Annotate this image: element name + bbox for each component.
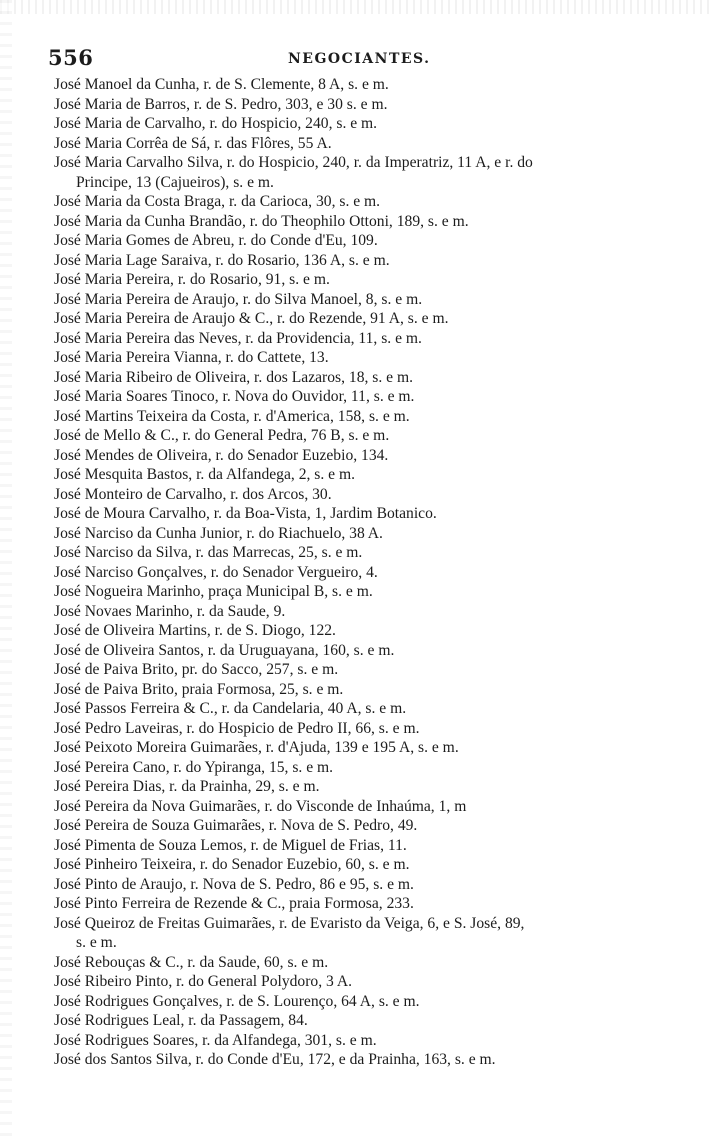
entry-line: José Maria Pereira, r. do Rosario, 91, s. e m. — [54, 271, 330, 288]
merchant-entry — [54, 426, 704, 446]
merchant-entry — [54, 1011, 704, 1031]
entry-line: José de Paiva Brito, pr. do Sacco, 257, s. e m. — [54, 661, 339, 678]
merchant-entry — [54, 387, 704, 407]
merchant-entry — [54, 777, 704, 797]
entry-line: José Ribeiro Pinto, r. do General Polydoro, 3 A. — [54, 973, 352, 990]
merchant-entry — [54, 485, 704, 505]
merchant-entry — [54, 368, 704, 388]
entry-line: José Martins Teixeira da Costa, r. d'America, 158, s. e m. — [54, 407, 410, 425]
merchant-entry — [54, 1050, 704, 1070]
merchant-entry — [54, 719, 704, 739]
entry-line: José Maria Pereira de Araujo & C., r. do Rezende, 91 A, s. e m. — [54, 310, 449, 327]
entry-line: José Maria Gomes de Abreu, r. do Conde d'Eu, 109. — [54, 232, 378, 249]
merchant-entry — [54, 972, 704, 992]
entry-line: José Maria da Cunha Brandão, r. do Theophilo Ottoni, 189, s. e m. — [54, 212, 469, 230]
merchant-entry — [54, 134, 704, 154]
entry-line: José Maria de Barros, r. de S. Pedro, 303, e 30 s. e m. — [54, 95, 388, 113]
merchant-entry — [54, 212, 704, 232]
page-number: 556 — [48, 45, 94, 70]
merchant-entry — [54, 738, 704, 758]
entry-line: José Pereira da Nova Guimarães, r. do Visconde de Inhaúma, 1, m — [54, 797, 467, 815]
entry-line: José de Oliveira Martins, r. de S. Diogo, 122. — [54, 622, 336, 639]
entry-line: José Manoel da Cunha, r. de S. Clemente, 8 A, s. e m. — [54, 76, 389, 93]
entry-line: José Nogueira Marinho, praça Municipal B, s. e m. — [54, 583, 373, 600]
entry-line: José Maria Lage Saraiva, r. do Rosario, 136 A, s. e m. — [54, 251, 390, 269]
entry-line: José Novaes Marinho, r. da Saude, 9. — [54, 602, 286, 620]
merchant-entry — [54, 504, 704, 524]
entry-line: José Pereira Cano, r. do Ypiranga, 15, s. e m. — [54, 758, 334, 776]
merchant-entry — [54, 290, 704, 310]
entry-line: José de Mello & C., r. do General Pedra, 76 B, s. e m. — [54, 427, 390, 444]
merchant-list — [54, 75, 704, 1070]
merchant-entry — [54, 602, 704, 622]
entry-line: José Rodrigues Soares, r. da Alfandega, 301, s. e m. — [54, 1031, 377, 1049]
scan-edge-left — [0, 0, 12, 1140]
entry-line: José de Paiva Brito, praia Formosa, 25, s. e m. — [54, 680, 344, 698]
merchant-entry — [54, 953, 704, 973]
merchant-entry — [54, 270, 704, 290]
entry-line: José Monteiro de Carvalho, r. dos Arcos, 30. — [54, 485, 332, 503]
entry-line: José Rodrigues Gonçalves, r. de S. Lourenço, 64 A, s. e m. — [54, 992, 420, 1010]
entry-line: José de Moura Carvalho, r. da Boa-Vista, 1, Jardim Botanico. — [54, 505, 437, 522]
entry-line: José Pinheiro Teixeira, r. do Senador Euzebio, 60, s. e m. — [54, 856, 410, 873]
merchant-entry — [54, 914, 704, 953]
entry-line: José Peixoto Moreira Guimarães, r. d'Ajuda, 139 e 195 A, s. e m. — [54, 739, 459, 756]
entry-line: José Pinto de Araujo, r. Nova de S. Pedro, 86 e 95, s. e m. — [54, 875, 414, 893]
merchant-entry — [54, 192, 704, 212]
entry-line: José Maria da Costa Braga, r. da Carioca, 30, s. e m. — [54, 193, 381, 210]
entry-line: José Maria Soares Tinoco, r. Nova do Ouvidor, 11, s. e m. — [54, 388, 415, 405]
running-title: NEGOCIANTES. — [288, 51, 431, 67]
merchant-entry — [54, 797, 704, 817]
entry-line: José Mesquita Bastos, r. da Alfandega, 2, s. e m. — [54, 466, 356, 483]
entry-line: José Mendes de Oliveira, r. do Senador Euzebio, 134. — [54, 446, 389, 464]
merchant-entry — [54, 114, 704, 134]
merchant-entry — [54, 1031, 704, 1051]
merchant-entry — [54, 153, 704, 192]
entry-line: José Maria Corrêa de Sá, r. das Flôres, 55 A. — [54, 134, 332, 152]
entry-line: José Pinto Ferreira de Rezende & C., praia Formosa, 233. — [54, 895, 414, 912]
merchant-entry — [54, 875, 704, 895]
entry-line: José Maria de Carvalho, r. do Hospicio, 240, s. e m. — [54, 115, 378, 132]
entry-line: José de Oliveira Santos, r. da Uruguayana, 160, s. e m. — [54, 641, 395, 659]
merchant-entry — [54, 894, 704, 914]
merchant-entry — [54, 95, 704, 115]
merchant-entry — [54, 816, 704, 836]
entry-line: José Maria Pereira Vianna, r. do Cattete, 13. — [54, 349, 329, 366]
entry-line: José Narciso da Silva, r. das Marrecas, 25, s. e m. — [54, 544, 363, 561]
merchant-entry — [54, 836, 704, 856]
merchant-entry — [54, 992, 704, 1012]
merchant-entry — [54, 543, 704, 563]
merchant-entry — [54, 582, 704, 602]
merchant-entry — [54, 348, 704, 368]
merchant-entry — [54, 855, 704, 875]
merchant-entry — [54, 407, 704, 427]
entry-line: José Rodrigues Leal, r. da Passagem, 84. — [54, 1012, 308, 1029]
merchant-entry — [54, 231, 704, 251]
merchant-entry — [54, 309, 704, 329]
entry-line: José Maria Pereira das Neves, r. da Providencia, 11, s. e m. — [54, 329, 422, 347]
entry-line: José Maria Ribeiro de Oliveira, r. dos Lazaros, 18, s. e m. — [54, 368, 413, 386]
merchant-entry — [54, 641, 704, 661]
entry-line: José Maria Pereira de Araujo, r. do Silva Manoel, 8, s. e m. — [54, 290, 423, 308]
merchant-entry — [54, 329, 704, 349]
entry-line: José Maria Carvalho Silva, r. do Hospicio, 240, r. da Imperatriz, 11 A, e r. do — [54, 154, 533, 171]
merchant-entry — [54, 621, 704, 641]
entry-line: José Pimenta de Souza Lemos, r. de Miguel de Frias, 11. — [54, 836, 407, 854]
entry-continuation-line: s. e m. — [76, 934, 117, 951]
entry-line: José Passos Ferreira & C., r. da Candelaria, 40 A, s. e m. — [54, 700, 407, 717]
entry-line: José dos Santos Silva, r. do Conde d'Eu, 172, e da Prainha, 163, s. e m. — [54, 1051, 496, 1068]
entry-line: José Narciso Gonçalves, r. do Senador Vergueiro, 4. — [54, 563, 378, 581]
scan-edge-top — [0, 0, 714, 14]
merchant-entry — [54, 75, 704, 95]
entry-line: José Queiroz de Freitas Guimarães, r. de Evaristo da Veiga, 6, e S. José, 89, — [54, 914, 525, 932]
merchant-entry — [54, 660, 704, 680]
merchant-entry — [54, 680, 704, 700]
entry-line: José Pereira Dias, r. da Prainha, 29, s. e m. — [54, 778, 320, 795]
merchant-entry — [54, 758, 704, 778]
merchant-entry — [54, 563, 704, 583]
entry-line: José Pereira de Souza Guimarães, r. Nova de S. Pedro, 49. — [54, 817, 418, 834]
merchant-entry — [54, 465, 704, 485]
merchant-entry — [54, 251, 704, 271]
merchant-entry — [54, 446, 704, 466]
merchant-entry — [54, 524, 704, 544]
merchant-entry — [54, 699, 704, 719]
entry-line: José Narciso da Cunha Junior, r. do Riachuelo, 38 A. — [54, 524, 383, 542]
entry-line: José Rebouças & C., r. da Saude, 60, s. e m. — [54, 953, 329, 971]
entry-continuation-line: Principe, 13 (Cajueiros), s. e m. — [76, 173, 274, 191]
page-header — [48, 44, 688, 74]
entry-line: José Pedro Laveiras, r. do Hospicio de Pedro II, 66, s. e m. — [54, 719, 420, 737]
